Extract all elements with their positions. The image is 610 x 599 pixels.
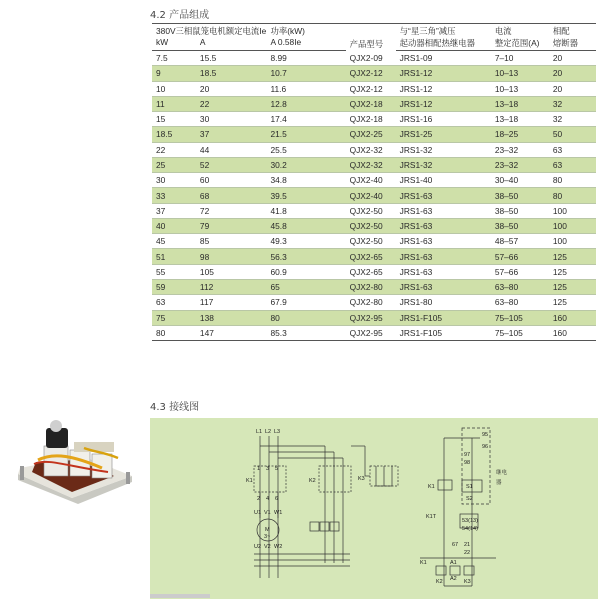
table-cell: QJX2-95 (346, 325, 396, 340)
table-cell: 38–50 (491, 218, 549, 233)
table-cell: QJX2-50 (346, 218, 396, 233)
terminal-bottom-2: 2 (257, 496, 261, 502)
table-cell: 13–18 (491, 96, 549, 111)
phase-label-l3: L3 (274, 429, 281, 435)
table-cell: 60 (196, 173, 267, 188)
winding-w1: W1 (274, 510, 283, 516)
table-cell: 100 (549, 234, 596, 249)
wiring-diagram (150, 418, 598, 599)
winding-w2: W2 (274, 544, 283, 550)
table-cell: 80 (266, 310, 345, 325)
table-cell: QJX2-40 (346, 173, 396, 188)
table-cell: QJX2-65 (346, 249, 396, 264)
control-67: 67 (452, 542, 459, 548)
control-k1t: K1T (426, 514, 437, 520)
table-cell: QJX2-50 (346, 234, 396, 249)
table-row (152, 142, 596, 157)
table-cell: 55 (152, 264, 196, 279)
control-53-13: 53(13) (462, 518, 478, 524)
table-cell: 48–57 (491, 234, 549, 249)
control-k3-coil: K3 (464, 579, 471, 585)
table-cell: JRS1-63 (396, 249, 491, 264)
table-cell: 51 (152, 249, 196, 264)
table-cell: QJX2-80 (346, 279, 396, 294)
table-cell: 63 (549, 142, 596, 157)
table-cell: JRS1-12 (396, 66, 491, 81)
motor-label: M (265, 527, 270, 533)
table-cell: 18.5 (152, 127, 196, 142)
table-cell: 41.8 (266, 203, 345, 218)
table-cell: JRS1-12 (396, 81, 491, 96)
table-row (152, 249, 596, 264)
table-cell: JRS1-63 (396, 279, 491, 294)
header-relay-1: 与“星三角”减压 (396, 24, 491, 38)
table-cell: 30–40 (491, 173, 549, 188)
table-row (152, 127, 596, 142)
winding-u1: U1 (254, 510, 262, 516)
table-cell: 15 (152, 112, 196, 127)
table-row (152, 173, 596, 188)
table-cell: JRS1-25 (396, 127, 491, 142)
table-cell: 37 (152, 203, 196, 218)
table-cell: 7–10 (491, 51, 549, 66)
table-cell: 125 (549, 295, 596, 310)
table-cell: 59 (152, 279, 196, 294)
table-cell: QJX2-12 (346, 81, 396, 96)
table-row (152, 96, 596, 111)
header-motor-current: 380V三相鼠笼电机额定电流Ie (152, 24, 266, 38)
table-cell: 22 (152, 142, 196, 157)
table-cell: 75–105 (491, 310, 549, 325)
table-cell: QJX2-32 (346, 157, 396, 172)
header-range-1: 电流 (491, 24, 549, 38)
table-row (152, 157, 596, 172)
table-cell: 67.9 (266, 295, 345, 310)
table-cell: QJX2-18 (346, 96, 396, 111)
header-amp: A (196, 37, 267, 51)
table-cell: JRS1-63 (396, 264, 491, 279)
table-cell: 56.3 (266, 249, 345, 264)
table-cell: 23–32 (491, 157, 549, 172)
table-cell: QJX2-25 (346, 127, 396, 142)
control-98: 98 (464, 460, 471, 466)
table-cell: 45.8 (266, 218, 345, 233)
winding-u2: U2 (254, 544, 262, 550)
table-cell: QJX2-18 (346, 112, 396, 127)
table-cell: 13–18 (491, 112, 549, 127)
table-cell: QJX2-80 (346, 295, 396, 310)
table-row (152, 188, 596, 203)
table-cell: JRS1-63 (396, 234, 491, 249)
table-cell: 30 (196, 112, 267, 127)
wiring-diagram-drawing (150, 418, 598, 599)
phase-label-l2: L2 (265, 429, 272, 435)
contactor-label-k3: K3 (358, 476, 365, 482)
table-cell: 10.7 (266, 66, 345, 81)
control-a2: A2 (450, 576, 457, 582)
control-k2-coil: K2 (436, 579, 443, 585)
table-cell: JRS1-80 (396, 295, 491, 310)
table-cell: 10–13 (491, 81, 549, 96)
table-cell: 11 (152, 96, 196, 111)
contactor-label-k2: K2 (309, 478, 316, 484)
table-cell: 80 (549, 188, 596, 203)
table-cell: 25 (152, 157, 196, 172)
table-cell: JRS1-F105 (396, 325, 491, 340)
table-cell: 57–66 (491, 264, 549, 279)
table-cell: 40 (152, 218, 196, 233)
table-row (152, 81, 596, 96)
header-fuse-2: 熔断器 (549, 37, 596, 51)
table-cell: 10 (152, 81, 196, 96)
table-row (152, 66, 596, 81)
table-cell: 52 (196, 157, 267, 172)
table-cell: JRS1-63 (396, 203, 491, 218)
header-power: 功率(kW) (266, 24, 345, 38)
table-cell: 10–13 (491, 66, 549, 81)
table-cell: 18–25 (491, 127, 549, 142)
table-cell: 68 (196, 188, 267, 203)
control-s2: S2 (466, 496, 473, 502)
table-cell: QJX2-40 (346, 188, 396, 203)
table-cell: 79 (196, 218, 267, 233)
motor-sub-label: 3~ (264, 534, 271, 540)
phase-label-l1: L1 (256, 429, 263, 435)
terminal-top-5: 5 (275, 466, 279, 472)
table-row (152, 112, 596, 127)
table-cell: 57–66 (491, 249, 549, 264)
table-row (152, 51, 596, 66)
table-cell: 30.2 (266, 157, 345, 172)
table-cell: 50 (549, 127, 596, 142)
header-range-2: 整定范围(A) (491, 37, 549, 51)
table-cell: 160 (549, 310, 596, 325)
table-cell: 21.5 (266, 127, 345, 142)
table-cell: JRS1-16 (396, 112, 491, 127)
terminal-top-3: 3 (266, 466, 270, 472)
table-cell: 32 (549, 112, 596, 127)
table-cell: 60.9 (266, 264, 345, 279)
table-cell: 30 (152, 173, 196, 188)
contactor-label-k1: K1 (246, 478, 253, 484)
table-cell: 44 (196, 142, 267, 157)
table-cell: 125 (549, 264, 596, 279)
table-row (152, 234, 596, 249)
control-k1: K1 (428, 484, 435, 490)
table-cell: 138 (196, 310, 267, 325)
header-kw: kW (152, 37, 196, 51)
table-cell: JRS1-40 (396, 173, 491, 188)
table-cell: 85.3 (266, 325, 345, 340)
table-cell: 63 (152, 295, 196, 310)
table-row (152, 203, 596, 218)
table-cell: 7.5 (152, 51, 196, 66)
table-cell: JRS1-63 (396, 218, 491, 233)
table-cell: 160 (549, 325, 596, 340)
header-relay-2: 起动器相配热继电器 (396, 37, 491, 51)
table-cell: JRS1-63 (396, 188, 491, 203)
table-cell: JRS1-F105 (396, 310, 491, 325)
table-cell: JRS1-12 (396, 96, 491, 111)
table-cell: 32 (549, 96, 596, 111)
control-95: 95 (482, 432, 489, 438)
terminal-bottom-4: 4 (266, 496, 270, 502)
section-title-composition: 4.2 产品组成 (150, 10, 210, 21)
table-cell: QJX2-09 (346, 51, 396, 66)
table-cell: 25.5 (266, 142, 345, 157)
table-cell: JRS1-32 (396, 157, 491, 172)
table-cell: 45 (152, 234, 196, 249)
table-cell: QJX2-32 (346, 142, 396, 157)
terminal-bottom-6: 6 (275, 496, 279, 502)
table-cell: 63–80 (491, 279, 549, 294)
table-cell: 112 (196, 279, 267, 294)
header-model: 产品型号 (346, 24, 396, 51)
winding-v2: V2 (264, 544, 271, 550)
table-cell: 9 (152, 66, 196, 81)
table-cell: 11.6 (266, 81, 345, 96)
table-cell: QJX2-12 (346, 66, 396, 81)
table-cell: 117 (196, 295, 267, 310)
winding-v1: V1 (264, 510, 271, 516)
table-cell: QJX2-65 (346, 264, 396, 279)
table-cell: 23–32 (491, 142, 549, 157)
table-cell: 20 (549, 66, 596, 81)
table-cell: QJX2-50 (346, 203, 396, 218)
relay-label: 继电 (496, 470, 508, 476)
table-cell: 98 (196, 249, 267, 264)
product-composition-table (152, 23, 596, 341)
table-cell: 18.5 (196, 66, 267, 81)
header-amp-058: A 0.58Ie (266, 37, 345, 51)
table-cell: 105 (196, 264, 267, 279)
table-cell: 125 (549, 249, 596, 264)
table-cell: 20 (196, 81, 267, 96)
control-22: 22 (464, 550, 471, 556)
table-cell: 8.99 (266, 51, 345, 66)
table-cell: 17.4 (266, 112, 345, 127)
starter-product-photo (14, 412, 134, 512)
table-row (152, 264, 596, 279)
control-97: 97 (464, 452, 471, 458)
table-cell: 12.8 (266, 96, 345, 111)
table-cell: QJX2-95 (346, 310, 396, 325)
relay-label-2: 器 (496, 480, 502, 486)
table-cell: 125 (549, 279, 596, 294)
header-fuse-1: 相配 (549, 24, 596, 38)
control-96: 96 (482, 444, 489, 450)
table-row (152, 279, 596, 294)
table-row (152, 325, 596, 340)
table-cell: 65 (266, 279, 345, 294)
table-cell: 22 (196, 96, 267, 111)
control-s1: S1 (466, 484, 473, 490)
table-cell: 80 (549, 173, 596, 188)
table-cell: 100 (549, 218, 596, 233)
control-54-14: 54(14) (462, 526, 478, 532)
table-cell: 100 (549, 203, 596, 218)
table-cell: 49.3 (266, 234, 345, 249)
table-cell: 72 (196, 203, 267, 218)
table-cell: 39.5 (266, 188, 345, 203)
table-cell: 20 (549, 81, 596, 96)
table-row (152, 218, 596, 233)
table-cell: 63–80 (491, 295, 549, 310)
next-section-stub (150, 594, 210, 598)
terminal-top-1: 1 (257, 466, 261, 472)
table-cell: 20 (549, 51, 596, 66)
table-cell: 38–50 (491, 188, 549, 203)
table-cell: 147 (196, 325, 267, 340)
table-cell: 75 (152, 310, 196, 325)
table-cell: 37 (196, 127, 267, 142)
table-row (152, 310, 596, 325)
table-cell: 38–50 (491, 203, 549, 218)
control-a1: A1 (450, 560, 457, 566)
table-cell: 15.5 (196, 51, 267, 66)
section-title-wiring: 4.3 接线图 (150, 402, 200, 413)
table-cell: 80 (152, 325, 196, 340)
table-cell: 75–105 (491, 325, 549, 340)
table-cell: JRS1-32 (396, 142, 491, 157)
control-k1-coil: K1 (420, 560, 427, 566)
table-cell: JRS1-09 (396, 51, 491, 66)
table-cell: 33 (152, 188, 196, 203)
control-21: 21 (464, 542, 471, 548)
table-row (152, 295, 596, 310)
table-cell: 63 (549, 157, 596, 172)
table-cell: 85 (196, 234, 267, 249)
table-cell: 34.8 (266, 173, 345, 188)
